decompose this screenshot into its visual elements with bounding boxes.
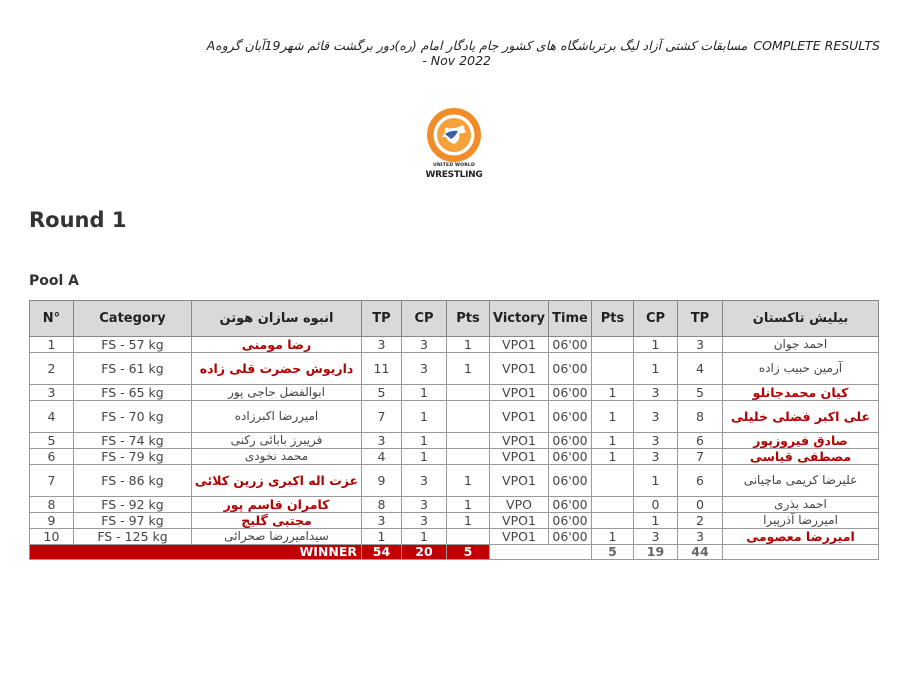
right-wrestler: مصطفی قیاسی xyxy=(723,449,879,465)
right-tp: 7 xyxy=(678,449,723,465)
left-wrestler: رضا مومنی xyxy=(192,337,362,353)
row-category: FS - 61 kg xyxy=(74,353,192,385)
row-no: 10 xyxy=(30,529,74,545)
victory-type: VPO1 xyxy=(490,337,549,353)
left-wrestler: فریبرز بابائی رکنی xyxy=(192,433,362,449)
bout-time: 06'00 xyxy=(549,449,592,465)
right-tp: 4 xyxy=(678,353,723,385)
table-header-row xyxy=(30,301,879,337)
right-pts xyxy=(592,465,634,497)
total-left-pts: 5 xyxy=(447,545,490,560)
right-tp: 6 xyxy=(678,433,723,449)
left-cp: 3 xyxy=(402,513,447,529)
right-tp: 2 xyxy=(678,513,723,529)
left-wrestler: سیدامیررضا صحرائی xyxy=(192,529,362,545)
bout-time: 06'00 xyxy=(549,353,592,385)
right-pts: 1 xyxy=(592,449,634,465)
right-tp: 6 xyxy=(678,465,723,497)
left-pts xyxy=(447,529,490,545)
row-no: 4 xyxy=(30,401,74,433)
right-pts: 1 xyxy=(592,433,634,449)
col-pts-right: Pts xyxy=(592,301,634,337)
left-pts: 1 xyxy=(447,337,490,353)
victory-type: VPO1 xyxy=(490,449,549,465)
totals-spacer xyxy=(490,545,592,560)
table-row xyxy=(30,465,879,497)
row-no: 9 xyxy=(30,513,74,529)
right-wrestler: امیررضا معصومی xyxy=(723,529,879,545)
right-cp: 3 xyxy=(634,401,678,433)
victory-type: VPO1 xyxy=(490,353,549,385)
left-tp: 3 xyxy=(362,433,402,449)
competition-date: - Nov 2022 xyxy=(422,53,491,68)
left-pts: 1 xyxy=(447,497,490,513)
left-tp: 11 xyxy=(362,353,402,385)
total-left-tp: 54 xyxy=(362,545,402,560)
results-table xyxy=(29,300,879,560)
row-no: 2 xyxy=(30,353,74,385)
table-row xyxy=(30,529,879,545)
wrestler-emblem-icon xyxy=(418,106,490,164)
total-right-cp: 19 xyxy=(634,545,678,560)
right-cp: 1 xyxy=(634,465,678,497)
row-category: FS - 92 kg xyxy=(74,497,192,513)
left-tp: 3 xyxy=(362,337,402,353)
row-no: 3 xyxy=(30,385,74,401)
right-cp: 1 xyxy=(634,337,678,353)
right-tp: 0 xyxy=(678,497,723,513)
left-pts: 1 xyxy=(447,513,490,529)
pool-title: Pool A xyxy=(29,273,80,289)
col-time: Time xyxy=(549,301,592,337)
right-wrestler: علی اکبر فضلی خلیلی xyxy=(723,401,879,433)
victory-type: VPO1 xyxy=(490,401,549,433)
row-category: FS - 57 kg xyxy=(74,337,192,353)
winner-label: WINNER xyxy=(30,545,362,560)
right-cp: 1 xyxy=(634,513,678,529)
left-pts xyxy=(447,385,490,401)
bout-time: 06'00 xyxy=(549,529,592,545)
table-row xyxy=(30,513,879,529)
col-tp: TP xyxy=(362,301,402,337)
row-category: FS - 79 kg xyxy=(74,449,192,465)
row-category: FS - 65 kg xyxy=(74,385,192,401)
col-cp-right: CP xyxy=(634,301,678,337)
left-tp: 1 xyxy=(362,529,402,545)
right-wrestler: امیررضا آذرپیرا xyxy=(723,513,879,529)
left-wrestler: محمد نخودی xyxy=(192,449,362,465)
right-wrestler: احمد بذری xyxy=(723,497,879,513)
left-tp: 3 xyxy=(362,513,402,529)
right-cp: 1 xyxy=(634,353,678,385)
right-cp: 3 xyxy=(634,433,678,449)
row-no: 8 xyxy=(30,497,74,513)
left-cp: 1 xyxy=(402,529,447,545)
row-no: 5 xyxy=(30,433,74,449)
right-pts xyxy=(592,353,634,385)
right-pts: 1 xyxy=(592,529,634,545)
right-cp: 3 xyxy=(634,449,678,465)
row-no: 7 xyxy=(30,465,74,497)
left-pts xyxy=(447,449,490,465)
left-pts: 1 xyxy=(447,353,490,385)
left-cp: 3 xyxy=(402,353,447,385)
competition-title: مسابقات کشتی آزاد لیگ برترباشگاه های کشور جام یادگار امام (ره)دور برگشت قائم شهر19آبان گروهA xyxy=(206,38,748,53)
bout-time: 06'00 xyxy=(549,385,592,401)
complete-results-label: COMPLETE RESULTS xyxy=(753,38,880,53)
right-cp: 3 xyxy=(634,385,678,401)
left-tp: 7 xyxy=(362,401,402,433)
victory-type: VPO1 xyxy=(490,513,549,529)
left-cp: 3 xyxy=(402,497,447,513)
left-wrestler: داریوش حضرت قلی زاده xyxy=(192,353,362,385)
table-row xyxy=(30,401,879,433)
right-pts xyxy=(592,513,634,529)
left-tp: 4 xyxy=(362,449,402,465)
row-category: FS - 97 kg xyxy=(74,513,192,529)
document-header xyxy=(150,38,880,68)
victory-type: VPO1 xyxy=(490,465,549,497)
bout-time: 06'00 xyxy=(549,337,592,353)
total-left-cp: 20 xyxy=(402,545,447,560)
table-row xyxy=(30,433,879,449)
row-category: FS - 70 kg xyxy=(74,401,192,433)
table-row xyxy=(30,337,879,353)
col-victory: Victory xyxy=(490,301,549,337)
col-team-right: بیلیش تاکستان xyxy=(723,301,879,337)
left-cp: 3 xyxy=(402,465,447,497)
right-pts: 1 xyxy=(592,385,634,401)
right-pts xyxy=(592,497,634,513)
round-title: Round 1 xyxy=(29,208,127,232)
bout-time: 06'00 xyxy=(549,513,592,529)
table-row xyxy=(30,385,879,401)
col-category: Category xyxy=(74,301,192,337)
col-pts: Pts xyxy=(447,301,490,337)
right-wrestler: آرمین حبیب زاده xyxy=(723,353,879,385)
right-wrestler: احمد جوان xyxy=(723,337,879,353)
col-team-left: انبوه سازان هوتن xyxy=(192,301,362,337)
left-wrestler: عزت اله اکبری زرین کلائی xyxy=(192,465,362,497)
table-row xyxy=(30,497,879,513)
right-pts: 1 xyxy=(592,401,634,433)
total-right-tp: 44 xyxy=(678,545,723,560)
victory-type: VPO1 xyxy=(490,433,549,449)
victory-type: VPO1 xyxy=(490,385,549,401)
right-wrestler: صادق فیروزپور xyxy=(723,433,879,449)
left-tp: 8 xyxy=(362,497,402,513)
right-wrestler: کیان محمدجانلو xyxy=(723,385,879,401)
right-tp: 3 xyxy=(678,529,723,545)
left-tp: 9 xyxy=(362,465,402,497)
right-tp: 8 xyxy=(678,401,723,433)
row-category: FS - 125 kg xyxy=(74,529,192,545)
col-no: N° xyxy=(30,301,74,337)
bout-time: 06'00 xyxy=(549,497,592,513)
right-cp: 0 xyxy=(634,497,678,513)
totals-row xyxy=(30,545,879,560)
bout-time: 06'00 xyxy=(549,433,592,449)
row-no: 1 xyxy=(30,337,74,353)
left-wrestler: ابوالفضل حاجی پور xyxy=(192,385,362,401)
col-cp: CP xyxy=(402,301,447,337)
left-cp: 1 xyxy=(402,385,447,401)
left-tp: 5 xyxy=(362,385,402,401)
bout-time: 06'00 xyxy=(549,465,592,497)
victory-type: VPO xyxy=(490,497,549,513)
total-right-pts: 5 xyxy=(592,545,634,560)
table-row xyxy=(30,449,879,465)
right-tp: 5 xyxy=(678,385,723,401)
col-tp-right: TP xyxy=(678,301,723,337)
left-wrestler: کامران قاسم پور xyxy=(192,497,362,513)
left-pts xyxy=(447,401,490,433)
uww-logo xyxy=(418,106,490,186)
row-category: FS - 86 kg xyxy=(74,465,192,497)
left-cp: 1 xyxy=(402,449,447,465)
table-row xyxy=(30,353,879,385)
left-pts: 1 xyxy=(447,465,490,497)
totals-right-spacer xyxy=(723,545,879,560)
left-wrestler: امیررضا اکبرزاده xyxy=(192,401,362,433)
victory-type: VPO1 xyxy=(490,529,549,545)
left-cp: 3 xyxy=(402,337,447,353)
right-cp: 3 xyxy=(634,529,678,545)
left-cp: 1 xyxy=(402,401,447,433)
logo-name-text: WRESTLING xyxy=(425,170,483,180)
row-no: 6 xyxy=(30,449,74,465)
header-line xyxy=(150,38,880,53)
bout-time: 06'00 xyxy=(549,401,592,433)
left-cp: 1 xyxy=(402,433,447,449)
right-tp: 3 xyxy=(678,337,723,353)
right-wrestler: علیرضا کریمی ماچیانی xyxy=(723,465,879,497)
logo-org-text: UNITED WORLD xyxy=(433,163,475,168)
left-pts xyxy=(447,433,490,449)
left-wrestler: مجتبی گلیج xyxy=(192,513,362,529)
right-pts xyxy=(592,337,634,353)
row-category: FS - 74 kg xyxy=(74,433,192,449)
